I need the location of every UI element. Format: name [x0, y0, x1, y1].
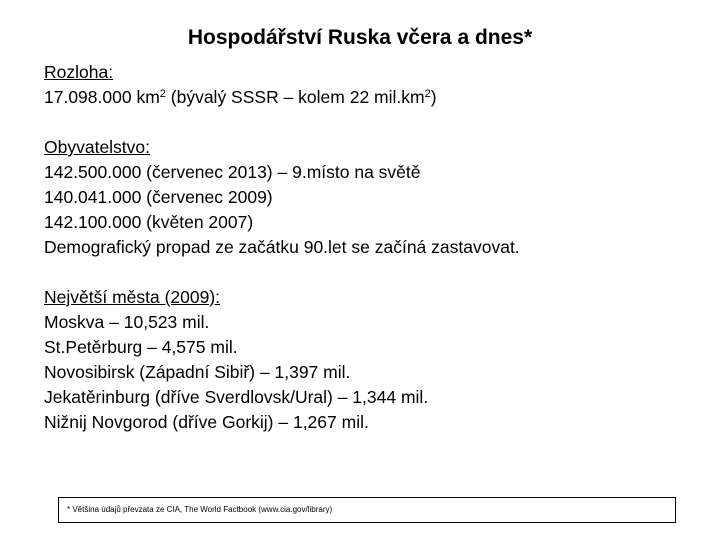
slide-content: [44, 60, 704, 435]
population-heading: Obyvatelstvo:: [44, 137, 151, 157]
population-line: 142.100.000 (květen 2007): [44, 212, 254, 232]
area-note: (bývalý SSSR – kolem 22 mil.km: [165, 87, 425, 107]
area-line: [44, 85, 704, 110]
area-unit-sup: 2: [159, 88, 166, 100]
area-section: [44, 60, 704, 110]
population-line: 142.500.000 (červenec 2013) – 9.místo na světě: [44, 162, 421, 182]
footnote-box: * Většina údajů převzata ze CIA, The World Factbook (www.cia.gov/library): [58, 497, 676, 523]
area-note-end: ): [430, 87, 437, 107]
population-section: [44, 135, 704, 260]
city-line: St.Petěrburg – 4,575 mil.: [44, 337, 238, 357]
cities-section: [44, 285, 704, 435]
area-heading: Rozloha:: [44, 62, 114, 82]
city-line: Moskva – 10,523 mil.: [44, 312, 210, 332]
city-line: Novosibirsk (Západní Sibiř) – 1,397 mil.: [44, 362, 351, 382]
slide-title: Hospodářství Ruska včera a dnes*: [187, 26, 533, 49]
cities-heading: Největší města (2009):: [44, 287, 221, 307]
area-value: 17.098.000 km: [44, 87, 160, 107]
city-line: Jekatěrinburg (dříve Sverdlovsk/Ural) – 1,344 mil.: [44, 387, 429, 407]
population-line: Demografický propad ze začátku 90.let se začíná zastavovat.: [44, 237, 520, 257]
population-line: 140.041.000 (červenec 2009): [44, 187, 273, 207]
city-line: Nižnij Novgorod (dříve Gorkij) – 1,267 mil.: [44, 412, 369, 432]
area-note-sup: 2: [424, 88, 431, 100]
